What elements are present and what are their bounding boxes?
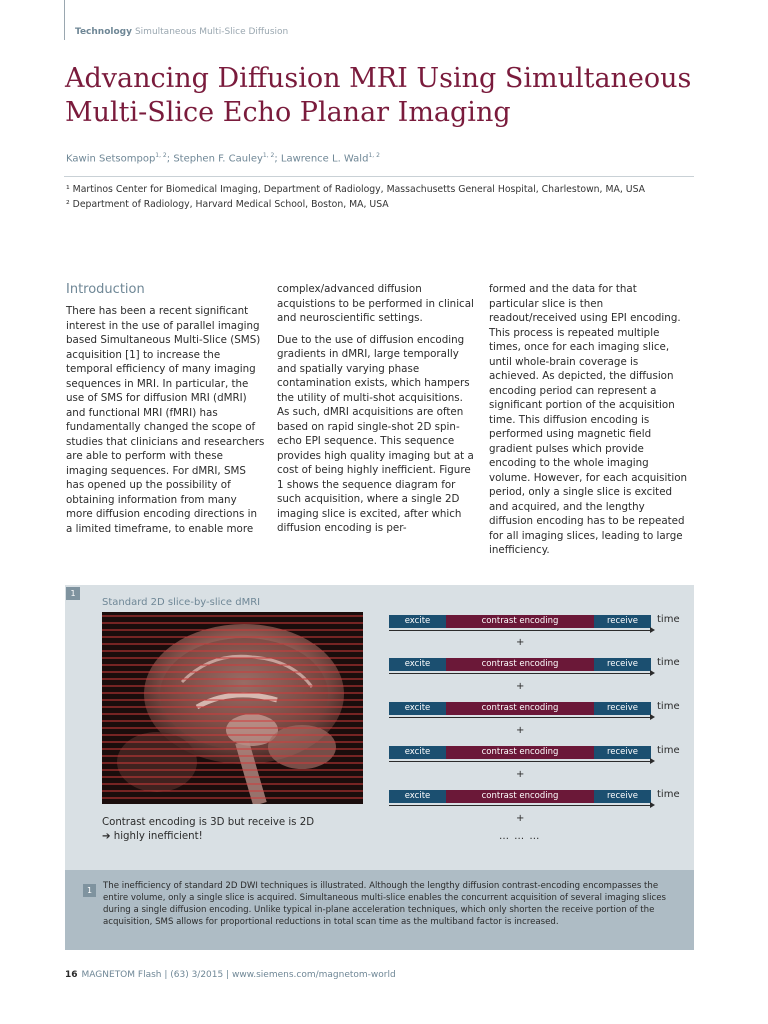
plus-sign: + (516, 813, 525, 824)
figure-inline-caption (102, 816, 314, 844)
footer-text: MAGNETOM Flash | (63) 3/2015 | www.siemens.com/magnetom-world (81, 970, 396, 980)
time-label: time (657, 614, 680, 625)
receive-segment: receive (594, 790, 651, 803)
caption-line-1: Contrast encoding is 3D but receive is 2D (102, 817, 315, 828)
time-axis-arrow (389, 673, 651, 674)
figure-title: Standard 2D slice-by-slice dMRI (102, 597, 261, 608)
contrast-encoding-segment: contrast encoding (446, 702, 594, 715)
contrast-encoding-segment: contrast encoding (446, 746, 594, 759)
ellipsis: … … … (499, 831, 541, 842)
author-affiliation-marker: 1, 2 (155, 152, 167, 159)
sequence-bar (389, 702, 651, 715)
time-label: time (657, 657, 680, 668)
time-label: time (657, 745, 680, 756)
time-axis-arrow (389, 805, 651, 806)
affiliation-2: ² Department of Radiology, Harvard Medical School, Boston, MA, USA (66, 199, 389, 210)
text-column-2 (277, 282, 477, 543)
page-footer (65, 970, 396, 980)
section-label: Technology (75, 27, 132, 37)
page-number: 16 (65, 970, 78, 980)
time-label: time (657, 789, 680, 800)
text-column-1 (66, 282, 266, 543)
sequence-row-4 (389, 746, 694, 768)
topic-label: Simultaneous Multi-Slice Diffusion (134, 27, 289, 37)
excite-segment: excite (389, 790, 446, 803)
sequence-row-2 (389, 658, 694, 680)
affiliation-divider (64, 176, 694, 177)
paragraph: formed and the data for that particular slice is then readout/received using EPI encoding. This process is repeated multiple times, once for each imaging slice, until whole-brain coverage is achieved. As depicted, the diffusion encoding period can represent a significant portion of the acquisition time. This diffusion encoding is performed using magnetic field gradient pulses which provide encoding to the whole imaging volume. However, for each acquisition period, only a single slice is excited and acquired, and the lengthy diffusion encoding has to be repeated for all imaging slices, leading to large inefficiency. (489, 283, 688, 556)
figure-1 (65, 585, 694, 870)
header-rule (64, 0, 65, 40)
plus-sign: + (516, 725, 525, 736)
section-heading-introduction: Introduction (66, 282, 145, 297)
caption-text: The inefficiency of standard 2D DWI techniques is illustrated. Although the lengthy diffusion contrast-encoding encompasses the entire volume, only a single slice is acquired. Simultaneous multi-slice enables the concurrent acquisition of several imaging slices during a single diffusion encoding. Unlike typical in-plane acceleration techniques, which only shorten the receive portion of the acquisition, SMS allows for proportional reductions in total scan time as the multiband factor is increased. (103, 881, 667, 927)
sequence-bar (389, 615, 651, 628)
affiliations (66, 182, 645, 212)
sequence-row-3 (389, 702, 694, 724)
paragraph: There has been a recent significant interest in the use of parallel imaging based Simultaneous Multi-Slice (SMS) acquisition [1] to increase the temporal efficiency of many imaging sequences in MRI. In particular, the use of SMS for diffusion MRI (dMRI) and functional MRI (fMRI) has fundamentally changed the scope of studies that clinicians and researchers are able to perform with these imaging sequences. For dMRI, SMS has opened up the possibility of obtaining information from many more diffusion encoding directions in a limited timeframe, to enable more (66, 305, 265, 535)
sequence-row-1 (389, 615, 694, 637)
sequence-bar (389, 790, 651, 803)
author-separator: ; (274, 153, 281, 165)
time-axis-arrow (389, 761, 651, 762)
time-axis-arrow (389, 717, 651, 718)
paragraph: Due to the use of diffusion encoding gradients in dMRI, large temporally and spatially varying phase contamination exists, which hampers the utility of multi-shot acquisitions. As such, dMRI acquisitions are often based on rapid single-shot 2D spin-echo EPI sequence. This sequence provides high quality imaging but at a cost of being highly inefficient. Figure 1 shows the sequence diagram for such acquisition, where a single 2D imaging slice is excited, after which diffusion encoding is per- (277, 333, 474, 534)
receive-segment: receive (594, 658, 651, 671)
plus-sign: + (516, 637, 525, 648)
author-list (66, 152, 380, 164)
caption-line-2: ➔ highly inefficient! (102, 831, 203, 842)
mri-brain-image (102, 612, 363, 804)
excite-segment: excite (389, 746, 446, 759)
excite-segment: excite (389, 658, 446, 671)
sequence-bar (389, 658, 651, 671)
plus-sign: + (516, 681, 525, 692)
author-name: Lawrence L. Wald (280, 153, 369, 165)
contrast-encoding-segment: contrast encoding (446, 790, 594, 803)
contrast-encoding-segment: contrast encoding (446, 615, 594, 628)
author-name: Stephen F. Cauley (173, 153, 263, 165)
excite-segment: excite (389, 615, 446, 628)
caption-number-badge: 1 (83, 884, 96, 897)
running-header (75, 27, 288, 37)
time-label: time (657, 701, 680, 712)
author-name: Kawin Setsompop (66, 153, 156, 165)
excite-segment: excite (389, 702, 446, 715)
receive-segment: receive (594, 615, 651, 628)
receive-segment: receive (594, 702, 651, 715)
time-axis-arrow (389, 630, 651, 631)
author-affiliation-marker: 1, 2 (368, 152, 380, 159)
figure-caption-box (65, 870, 694, 950)
paragraph: complex/advanced diffusion acquistions to be performed in clinical and neuroscientific settings. (277, 283, 474, 324)
sequence-bar (389, 746, 651, 759)
sequence-row-5 (389, 790, 694, 812)
figure-number-badge: 1 (66, 587, 80, 600)
author-affiliation-marker: 1, 2 (262, 152, 275, 159)
author-separator: ; (166, 153, 174, 165)
article-title: Advancing Diffusion MRI Using Simultaneous Multi-Slice Echo Planar Imaging (65, 63, 692, 128)
plus-sign: + (516, 769, 525, 780)
text-column-3 (489, 282, 689, 565)
affiliation-1: ¹ Martinos Center for Biomedical Imaging, Department of Radiology, Massachusetts General Hospital, Charlestown, MA, USA (66, 184, 645, 195)
contrast-encoding-segment: contrast encoding (446, 658, 594, 671)
receive-segment: receive (594, 746, 651, 759)
